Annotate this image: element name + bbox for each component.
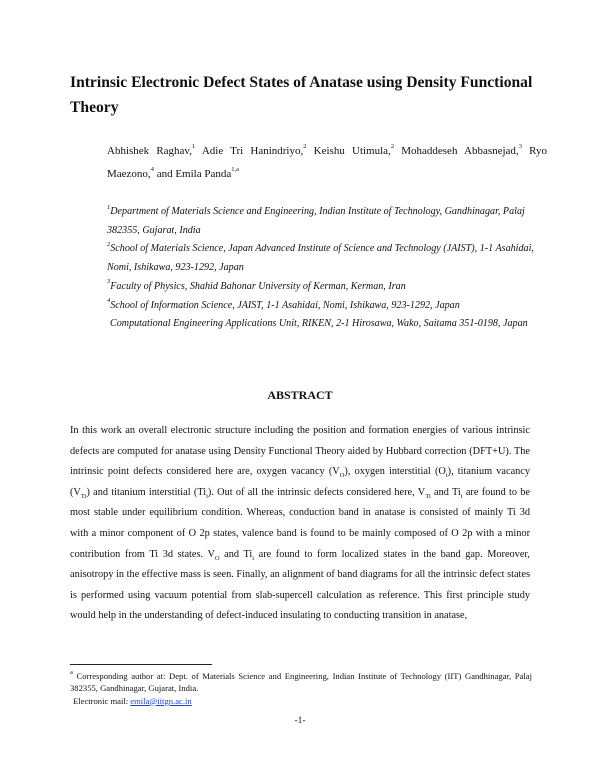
abstract-text: ), oxygen interstitial (O xyxy=(344,466,446,478)
abstract-text: are found to form localized states in the band gap. Moreover, anisotropy in the effective mass is seen. Finally, an alignment of band diagrams for all the intrinsic defect states is performed using vacuum potential from slab-supercell calculation as reference. This first principle study would help in the understanding of defect-induced insulating to conducting transition in anatase, xyxy=(70,548,530,622)
footnote-email-line xyxy=(70,695,532,707)
email-label: Electronic mail: xyxy=(73,695,131,706)
author-name: Ryo Maezono, xyxy=(107,145,548,180)
author-name: Mohaddeseh Abbasnejad, xyxy=(401,145,519,157)
footnote xyxy=(70,670,532,707)
abstract-text: ). Out of all the intrinsic defects considered here, V xyxy=(207,486,426,498)
abstract-text: and Ti xyxy=(430,486,461,498)
affiliation-item xyxy=(107,278,547,297)
affiliation-text: School of Materials Science, Japan Advanced Institute of Science and Technology (JAIST), 1-1 Asahidai, Nomi, Ishikawa, 923-1292, Japan xyxy=(107,243,534,274)
affiliation-text: Computational Engineering Applications Unit, RIKEN, 2-1 Hirosawa, Wako, Saitama 351-0198, Japan xyxy=(110,318,528,330)
subscript: i xyxy=(206,492,208,500)
abstract-text: ), titanium vacancy (V xyxy=(70,466,531,498)
abstract-text: are found to be most stable under equilibrium condition. Whereas, conduction band in anatase is consisted of mainly Ti 3d with a minor component of O 2p states, valence band is found to be mainly composed of O 2p with a minor contribution from Ti 3d states. V xyxy=(70,486,530,560)
abstract-text: ) and titanium interstitial (Ti xyxy=(86,486,207,498)
page-number: -1- xyxy=(294,716,306,726)
subscript: i xyxy=(460,492,463,500)
email-link[interactable]: emila@iitgn.ac.in xyxy=(130,695,192,706)
abstract-text: and Ti xyxy=(219,548,253,560)
author-affiliation-marker: 4 xyxy=(150,166,154,174)
affiliation-number: 1 xyxy=(107,203,111,211)
affiliation-text: Department of Materials Science and Engineering, Indian Institute of Technology, Gandhinagar, Palaj 382355, Gujarat, India xyxy=(107,206,525,236)
abstract-heading: ABSTRACT xyxy=(267,388,333,402)
subscript: i xyxy=(252,554,255,562)
subscript: O xyxy=(339,472,345,480)
subscript: i xyxy=(445,472,448,480)
author-affiliation-marker: 3 xyxy=(518,143,522,151)
author-affiliation-marker: 1 xyxy=(191,143,196,151)
footnote-text: Corresponding author at: Dept. of Materials Science and Engineering, Indian Institute of Technology (IIT) Gandhinagar, Palaj 382355, Gandhinagar, Gujarat, India. xyxy=(70,671,532,694)
author-affiliation-marker: 2 xyxy=(303,143,307,151)
author-name: Keishu Utimula, xyxy=(313,145,391,157)
paper-title: Intrinsic Electronic Defect States of Anatase using Density Functional Theory xyxy=(70,74,533,116)
author-name: Emila Panda xyxy=(175,168,232,180)
affiliation-text: Faculty of Physics, Shahid Bahonar University of Kerman, Kerman, Iran xyxy=(110,280,406,292)
author-affiliation-marker: 1,a xyxy=(231,166,239,174)
affiliation-item xyxy=(107,203,547,240)
affiliation-number: 4 xyxy=(107,297,111,305)
author-affiliation-marker: 2 xyxy=(390,143,395,151)
affiliation-item xyxy=(107,297,547,316)
affiliation-number: 2 xyxy=(107,241,111,249)
footnote-divider xyxy=(70,664,212,665)
footnote-text-block xyxy=(70,670,532,695)
author-separator xyxy=(307,145,314,157)
abstract-text: In this work an overall electronic structure including the position and formation energies of various intrinsic defects are computed for anatase using Density Functional Theory aided by Hubbard correction (DFT+U). The intrinsic point defects considered here are, oxygen vacancy (V xyxy=(70,425,530,478)
footnote-marker: a xyxy=(70,669,73,677)
affiliation-item xyxy=(107,240,547,277)
subscript: Ti xyxy=(80,492,87,500)
author-list xyxy=(107,140,547,186)
affiliation-item xyxy=(107,315,547,334)
subscript: O xyxy=(214,554,220,562)
abstract-body xyxy=(70,421,530,627)
author-separator: and xyxy=(153,168,176,180)
author-name: Abhishek Raghav, xyxy=(107,145,192,157)
affiliation-number: 3 xyxy=(107,278,111,286)
affiliation-list xyxy=(107,203,547,334)
author-name: Adie Tri Hanindriyo, xyxy=(201,145,304,157)
subscript: Ti xyxy=(425,492,431,500)
author-separator xyxy=(195,145,202,157)
affiliation-text: School of Information Science, JAIST, 1-1 Asahidai, Nomi, Ishikawa, 923-1292, Japan xyxy=(110,299,460,311)
